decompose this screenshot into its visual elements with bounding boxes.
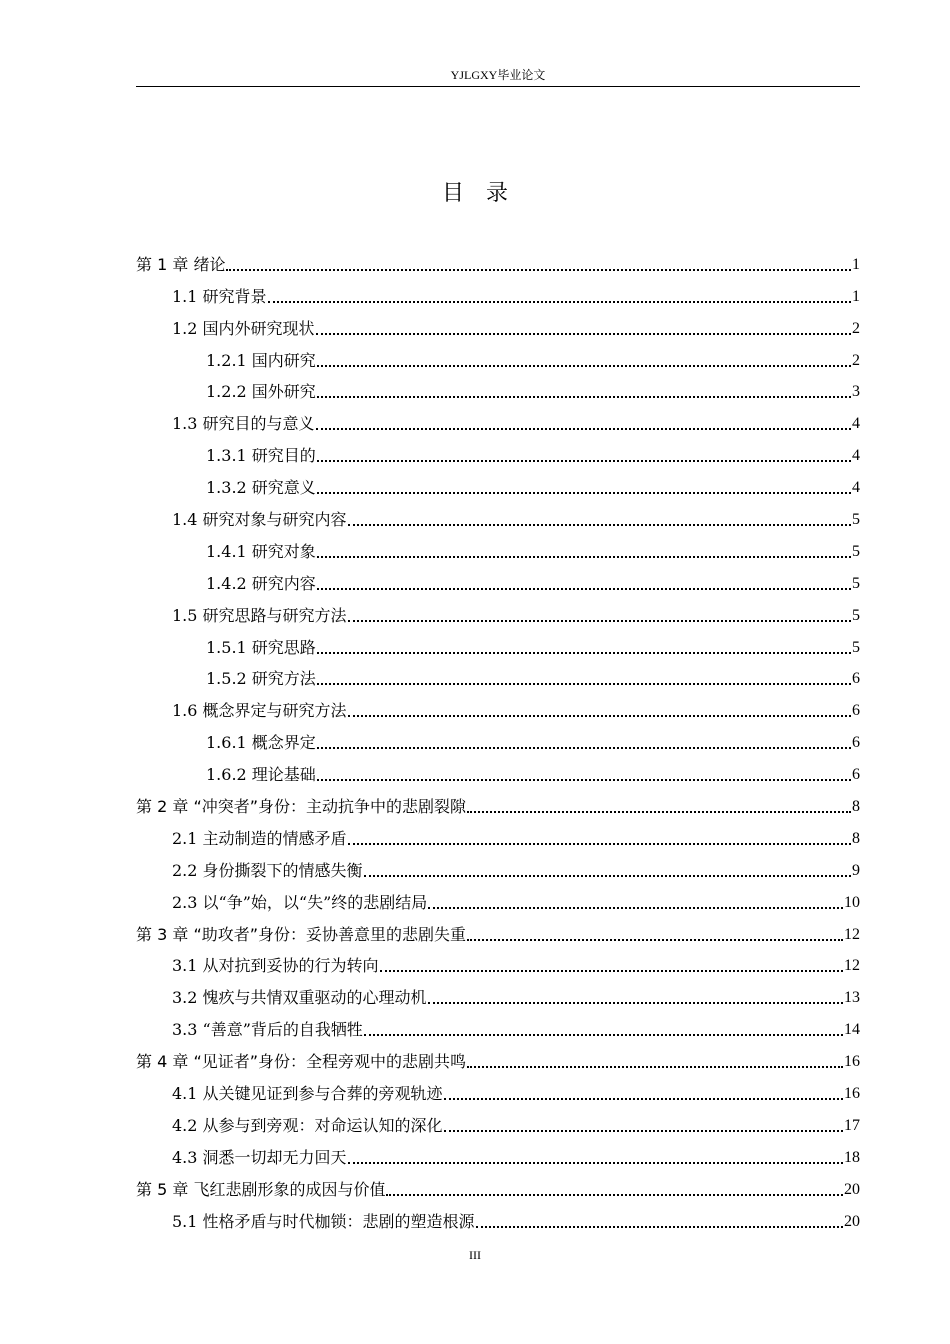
toc-entry[interactable] [136,1169,860,1201]
toc-entry[interactable] [136,467,860,499]
toc-entry-title: 第 3 章 “助攻者”身份：妥协善意里的悲剧失重 [136,924,467,944]
toc-entry-page: 5 [852,574,860,592]
toc-entry-title: 1.6.1 概念界定 [206,733,316,753]
toc-entry[interactable] [136,914,860,946]
toc-leader-dots [467,1066,843,1068]
toc-entry-page: 13 [844,989,860,1007]
toc-leader-dots [444,1130,843,1132]
toc-entry-title: 1.2.2 国外研究 [206,382,316,402]
toc-entry-title: 第 1 章 绪论 [136,254,226,274]
toc-entry[interactable] [136,722,860,754]
toc-entry-page: 4 [852,415,860,433]
toc-leader-dots [380,970,843,972]
toc-entry-title: 1.3.1 研究目的 [206,446,316,466]
toc-entry[interactable] [136,659,860,691]
toc-entry-page: 16 [844,1053,860,1071]
toc-leader-dots [467,939,843,941]
toc-entry-page: 5 [852,542,860,560]
header-text: YJLGXY毕业论文 [450,68,546,82]
toc-entry-title: 1.5 研究思路与研究方法 [172,605,347,625]
toc-entry-title: 1.1 研究背景 [172,286,267,306]
toc-entry-title: 1.6.2 理论基础 [206,765,316,785]
toc-entry[interactable] [136,435,860,467]
toc-entry[interactable] [136,754,860,786]
toc-leader-dots [316,333,851,335]
toc-entry-page: 14 [844,1021,860,1039]
toc-entry-title: 1.6 概念界定与研究方法 [172,701,347,721]
toc-entry[interactable] [136,499,860,531]
toc-entry-title: 1.3.2 研究意义 [206,478,316,498]
toc-entry-title: 3.2 愧疚与共情双重驱动的心理动机 [172,988,427,1008]
toc-entry-title: 1.2 国内外研究现状 [172,318,315,338]
toc-entry-page: 6 [852,734,860,752]
toc-leader-dots [348,620,851,622]
toc-entry-page: 12 [844,957,860,975]
toc-entry-title: 第 2 章 “冲突者”身份：主动抗争中的悲剧裂隙 [136,797,467,817]
toc-entry[interactable] [136,563,860,595]
toc-entry-page: 10 [844,893,860,911]
toc-entry[interactable] [136,850,860,882]
toc-entry-page: 18 [844,1148,860,1166]
toc-entry-page: 12 [844,925,860,943]
page-header [136,64,860,87]
toc-leader-dots [317,492,851,494]
toc-entry[interactable] [136,403,860,435]
toc-entry-page: 5 [852,638,860,656]
page-number: III [469,1248,481,1262]
toc-entry-title: 1.4.1 研究对象 [206,541,316,561]
toc-entry-title: 2.3 以“争”始，以“失”终的悲剧结局 [172,892,428,912]
toc-leader-dots [348,1162,843,1164]
toc-leader-dots [226,269,851,271]
toc-entry[interactable] [136,977,860,1009]
toc-entry-page: 16 [844,1085,860,1103]
toc-entry[interactable] [136,1105,860,1137]
toc-entry[interactable] [136,1041,860,1073]
toc-leader-dots [348,524,851,526]
toc-leader-dots [317,779,851,781]
toc-entry-page: 2 [852,351,860,369]
toc-entry[interactable] [136,627,860,659]
toc-entry[interactable] [136,244,860,276]
toc-entry[interactable] [136,340,860,372]
toc-leader-dots [364,1034,843,1036]
toc-leader-dots [317,365,851,367]
toc-leader-dots [317,747,851,749]
toc-leader-dots [316,428,851,430]
toc-entry-title: 4.1 从关键见证到参与合葬的旁观轨迹 [172,1084,443,1104]
toc-leader-dots [268,301,851,303]
toc-entry-page: 5 [852,606,860,624]
toc-entry-page: 4 [852,447,860,465]
toc-leader-dots [348,715,851,717]
toc-entry[interactable] [136,531,860,563]
toc-entry-page: 8 [852,798,860,816]
toc-leader-dots [317,683,851,685]
toc-entry-page: 1 [852,255,860,273]
toc-entry-title: 3.1 从对抗到妥协的行为转向 [172,956,379,976]
toc-entry-title: 4.3 洞悉一切却无力回天 [172,1147,347,1167]
toc-leader-dots [428,907,843,909]
toc-title: 目录 [441,181,530,206]
toc-entry-page: 20 [844,1180,860,1198]
toc-leader-dots [348,843,851,845]
toc-entry-page: 17 [844,1116,860,1134]
toc-entry[interactable] [136,1009,860,1041]
toc-entry-page: 9 [852,861,860,879]
toc-leader-dots [476,1226,843,1228]
toc-entry-page: 2 [852,319,860,337]
toc-entry[interactable] [136,1137,860,1169]
toc-entry-page: 5 [852,511,860,529]
toc-entry-page: 3 [852,383,860,401]
toc-leader-dots [317,652,851,654]
toc-leader-dots [444,1098,843,1100]
toc-entry[interactable] [136,882,860,914]
toc-leader-dots [467,811,851,813]
toc-leader-dots [317,588,851,590]
toc-entry[interactable] [136,276,860,308]
toc-entry[interactable] [136,690,860,722]
toc-leader-dots [364,875,851,877]
toc-entry[interactable] [136,786,860,818]
toc-entry-title: 1.4 研究对象与研究内容 [172,510,347,530]
toc-entry[interactable] [136,308,860,340]
toc-leader-dots [428,1002,843,1004]
toc-entry-page: 6 [852,670,860,688]
toc-entry-title: 第 4 章 “见证者”身份：全程旁观中的悲剧共鸣 [136,1052,467,1072]
toc-entry-title: 1.5.2 研究方法 [206,669,316,689]
toc-entry-title: 1.3 研究目的与意义 [172,414,315,434]
toc-entry-title: 3.3 “善意”背后的自我牺牲 [172,1020,363,1040]
toc-entry-page: 1 [852,287,860,305]
toc-entry[interactable] [136,372,860,404]
toc-entry-page: 4 [852,479,860,497]
toc-entry-title: 1.5.1 研究思路 [206,637,316,657]
toc-entry-page: 8 [852,829,860,847]
toc-entry-title: 第 5 章 飞红悲剧形象的成因与价值 [136,1179,386,1199]
toc-entry[interactable] [136,946,860,978]
table-of-contents [136,244,860,1233]
toc-entry-title: 1.2.1 国内研究 [206,350,316,370]
toc-leader-dots [317,460,851,462]
toc-entry[interactable] [136,1201,860,1233]
toc-entry-page: 20 [844,1212,860,1230]
toc-entry[interactable] [136,818,860,850]
toc-entry-title: 1.4.2 研究内容 [206,573,316,593]
toc-entry-title: 2.1 主动制造的情感矛盾 [172,828,347,848]
toc-entry[interactable] [136,595,860,627]
toc-leader-dots [317,556,851,558]
toc-entry-title: 5.1 性格矛盾与时代枷锁：悲剧的塑造根源 [172,1211,475,1231]
toc-entry-page: 6 [852,766,860,784]
toc-entry[interactable] [136,1073,860,1105]
toc-leader-dots [386,1194,843,1196]
toc-leader-dots [317,396,851,398]
toc-entry-title: 2.2 身份撕裂下的情感失衡 [172,860,363,880]
toc-entry-page: 6 [852,702,860,720]
toc-entry-title: 4.2 从参与到旁观：对命运认知的深化 [172,1115,443,1135]
